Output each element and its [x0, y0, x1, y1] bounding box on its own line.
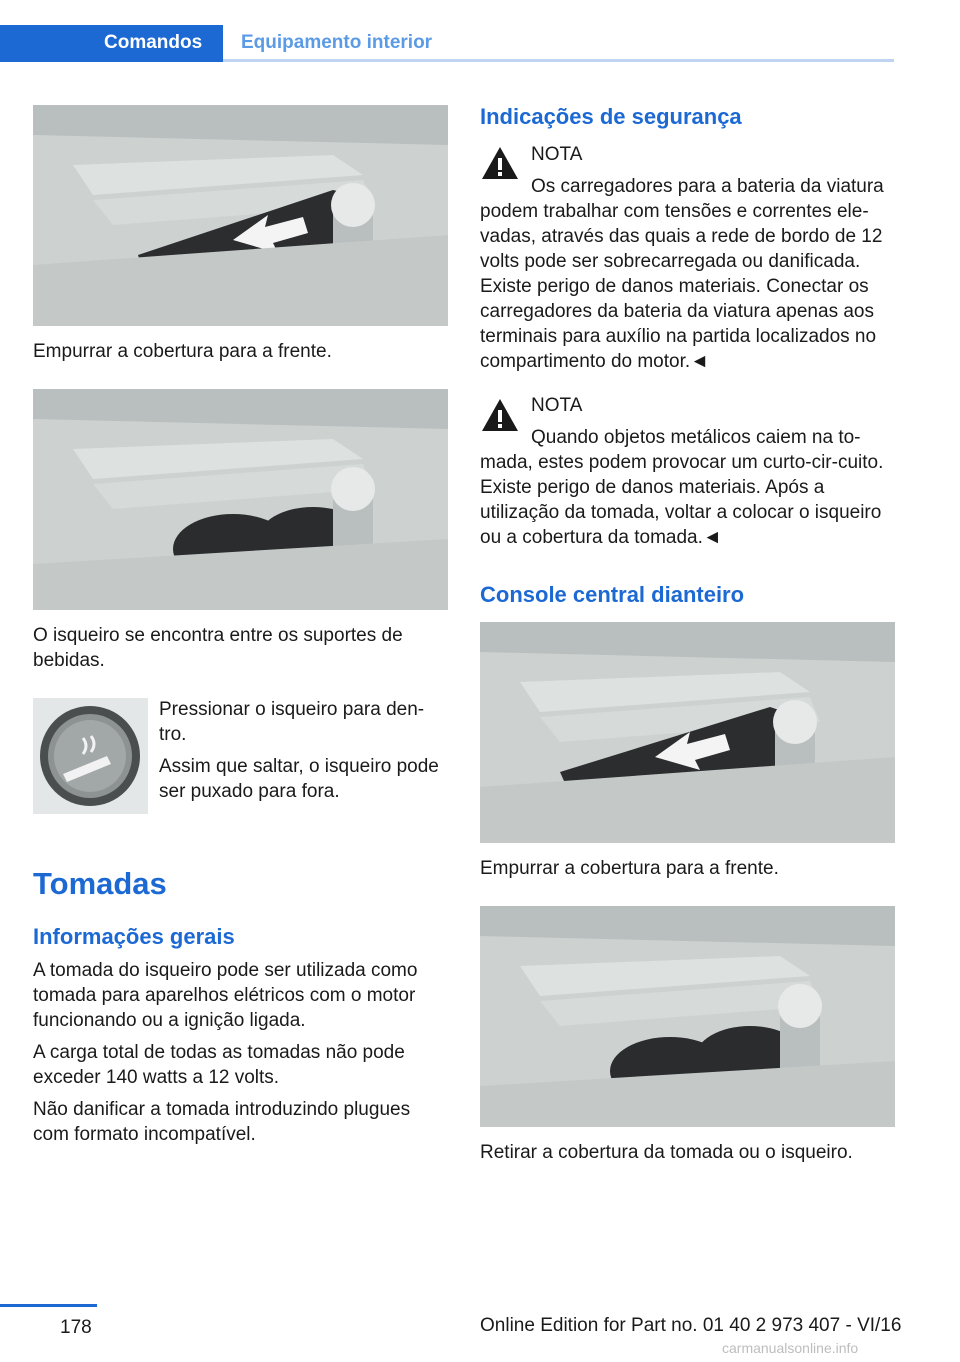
heading-front-console: Console central dianteiro: [480, 582, 745, 607]
footer-rule: [0, 1304, 97, 1307]
subheading-general-info: Informações gerais: [33, 924, 235, 949]
section-tab[interactable]: Equipamento interior: [241, 32, 433, 53]
socket-cover-removed-image: [480, 906, 895, 1127]
console-cover-front-image: [480, 622, 895, 843]
paragraph-damage-warning: Não danificar a tomada introduzindo plugues com formato incompatível.: [33, 1099, 411, 1145]
note-2-label: NOTA: [531, 395, 583, 416]
page-number: 178: [60, 1317, 92, 1338]
lighter-button-image: [33, 698, 148, 814]
heading-safety: Indicações de segurança: [480, 104, 742, 129]
note-2-text: Quando objetos metálicos caiem na to-mada, estes podem provocar um curto-cir-cuito. Existe perigo de danos materiais. Após a utilização da tomada, voltar a colocar o isqueiro ou a cobertura da tomada.◄: [480, 427, 884, 548]
paragraph-socket-usage: A tomada do isqueiro pode ser utilizada como tomada para aparelhos elétricos com o motor funcionando ou a ignição ligada.: [33, 960, 418, 1031]
chapter-tab[interactable]: Comandos: [0, 25, 223, 62]
lighter-instruction-2: Assim que saltar, o isqueiro pode ser puxado para fora.: [159, 756, 439, 802]
edition-note: Online Edition for Part no. 01 40 2 973 407 - VI/16: [480, 1315, 902, 1336]
heading-tomadas: Tomadas: [33, 866, 167, 901]
page-header: [0, 25, 894, 62]
caption-lighter-location: O isqueiro se encontra entre os suportes de bebidas.: [33, 625, 403, 671]
lighter-instruction-1: Pressionar o isqueiro para den-tro.: [159, 699, 425, 745]
caption-push-cover: Empurrar a cobertura para a frente.: [33, 341, 332, 362]
caption-remove-cover: Retirar a cobertura da tomada ou o isqueiro.: [480, 1142, 853, 1163]
caption-push-cover-front: Empurrar a cobertura para a frente.: [480, 858, 779, 879]
cupholder-lighter-image: [33, 389, 448, 610]
paragraph-total-load: A carga total de todas as tomadas não pode exceder 140 watts a 12 volts.: [33, 1042, 405, 1088]
note-1-text: Os carregadores para a bateria da viatura podem trabalhar com tensões e correntes ele-vadas, através das quais a rede de bordo de 12 volts pode ser sobrecarregada ou danificada. Existe perigo de danos materiais. Conectar os carregadores da bateria da viatura apenas aos terminais para auxílio na partida localizados no compartimento do motor.◄: [480, 176, 884, 372]
header-rule: [223, 59, 894, 62]
console-cover-closed-image: [33, 105, 448, 326]
note-1-label: NOTA: [531, 144, 583, 165]
watermark: carmanualsonline.info: [722, 1340, 859, 1356]
